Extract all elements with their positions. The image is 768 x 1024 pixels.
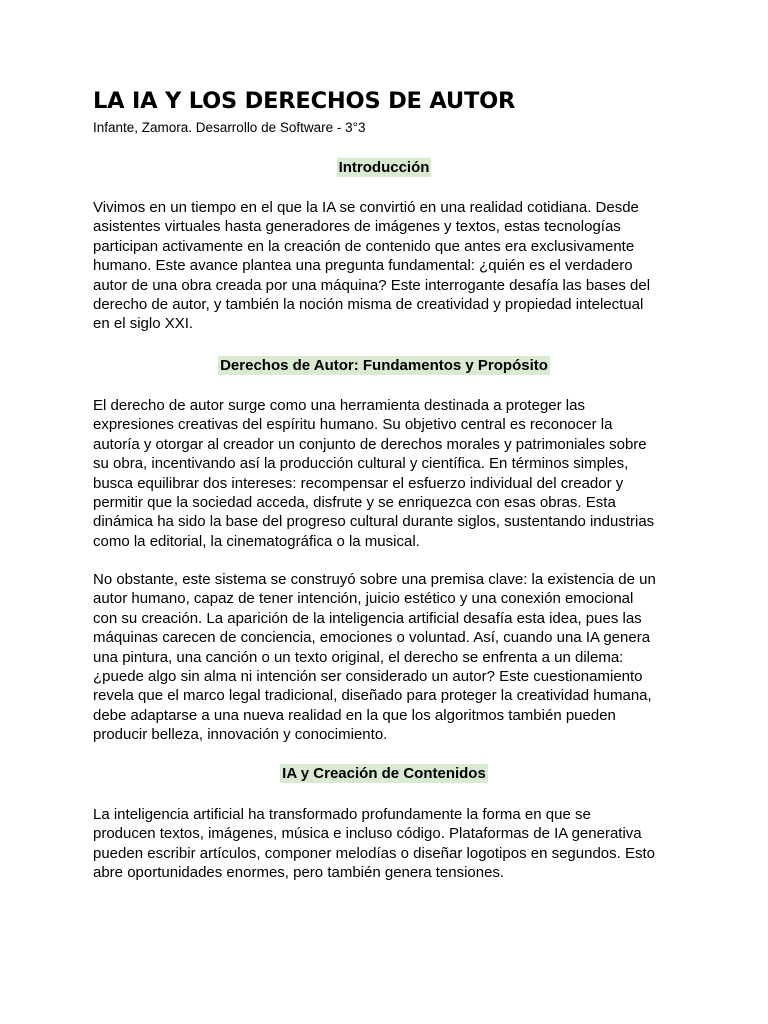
paragraph-derechos-1 [93,396,677,551]
section-heading-introduccion [93,158,675,178]
text-line: con su creación. La aparición de la inteligencia artificial desafía esta idea, pues las [93,609,642,627]
paragraph-introduccion [93,198,677,334]
text-line: Vivimos en un tiempo en el que la IA se convirtió en una realidad cotidiana. Desde [93,199,639,216]
section-heading-ia-creacion [93,764,675,784]
text-line: La inteligencia artificial ha transformado profundamente la forma en que se [93,806,591,823]
text-line: asistentes virtuales hasta generadores de imágenes y textos, estas tecnologías [93,218,621,236]
heading-highlight: Introducción [338,159,430,176]
text-line: debe adaptarse a una nueva realidad en la que los algoritmos también pueden [93,706,616,724]
text-line: expresiones creativas del espíritu humano. Su objetivo central es reconocer la [93,416,613,434]
text-line: autoría y otorgar al creador un conjunto de derechos morales y patrimoniales sobre [93,435,647,453]
document-subtitle: Infante, Zamora. Desarrollo de Software - 3°3 [93,120,366,135]
text-line: producir belleza, innovación y conocimiento. [93,726,388,744]
heading-highlight: Derechos de Autor: Fundamentos y Propósito [220,357,548,374]
text-line: participan activamente en la creación de contenido que antes era exclusivamente [93,237,635,255]
text-line: revela que el marco legal tradicional, diseñado para proteger la creatividad humana, [93,687,652,705]
document-title: LA IA Y LOS DERECHOS DE AUTOR [93,88,516,114]
text-line: pueden escribir artículos, componer melodías o diseñar logotipos en segundos. Esto [93,844,655,862]
text-line: No obstante, este sistema se construyó sobre una premisa clave: la existencia de un [93,571,656,588]
text-line: humano. Este avance plantea una pregunta fundamental: ¿quién es el verdadero [93,257,633,275]
text-line: su obra, incentivando así la producción cultural y científica. En términos simples, [93,455,629,473]
text-line: producen textos, imágenes, música e incluso código. Plataformas de IA generativa [93,825,642,843]
text-line: El derecho de autor surge como una herramienta destinada a proteger las [93,397,585,414]
text-line: permitir que la sociedad acceda, disfrute y se enriquezca con esas obras. Esta [93,494,616,512]
text-line: derecho de autor, y también la noción misma de creatividad y propiedad intelectual [93,296,644,314]
text-line: busca equilibrar dos intereses: recompensar el esfuerzo individual del creador y [93,474,624,492]
text-line: como la editorial, la cinematográfica o la musical. [93,532,420,550]
paragraph-ia-creacion [93,805,677,883]
heading-highlight: IA y Creación de Contenidos [282,765,486,782]
text-line: ¿puede algo sin alma ni intención ser considerado un autor? Este cuestionamiento [93,668,643,686]
section-heading-derechos [93,356,675,376]
paragraph-derechos-2 [93,570,677,745]
text-line: autor de una obra creada por una máquina? Este interrogante desafía las bases del [93,276,651,294]
text-line: autor humano, capaz de tener intención, juicio estético y una conexión emocional [93,590,634,608]
text-line: en el siglo XXI. [93,315,194,333]
text-line: una pintura, una canción o un texto original, el derecho se enfrenta a un dilema: [93,648,624,666]
text-line: máquinas carecen de conciencia, emociones o voluntad. Así, cuando una IA genera [93,629,651,647]
text-line: abre oportunidades enormes, pero también genera tensiones. [93,864,505,882]
text-line: dinámica ha sido la base del progreso cultural durante siglos, sustentando industrias [93,513,655,531]
